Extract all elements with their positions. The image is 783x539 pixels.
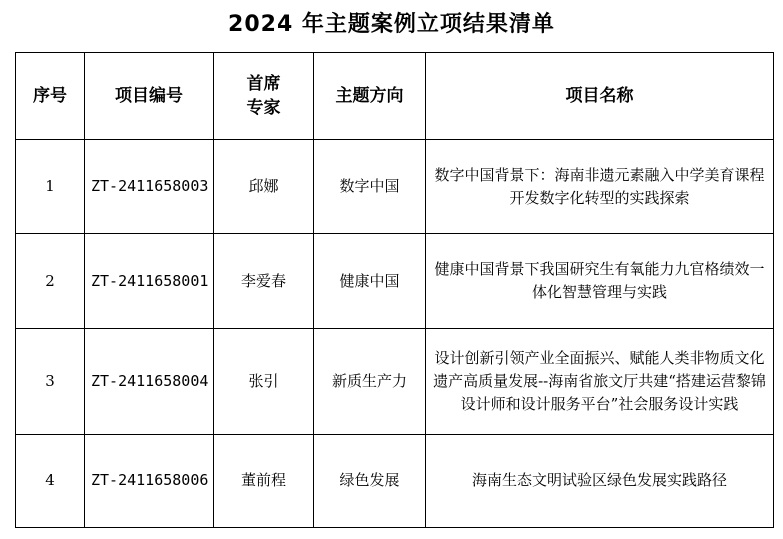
header-seq: 序号 (16, 53, 85, 140)
table-body (16, 140, 774, 528)
header-name: 项目名称 (426, 53, 774, 140)
row-project-name: 数字中国背景下：海南非遗元素融入中学美育课程开发数字化转型的实践探索 (426, 140, 774, 234)
row-direction: 绿色发展 (314, 434, 426, 527)
row-seq: 1 (16, 140, 85, 234)
header-direction: 主题方向 (314, 53, 426, 140)
row-project-name: 设计创新引领产业全面振兴、赋能人类非物质文化遗产高质量发展--海南省旅文厅共建“搭建运营黎锦设计师和设计服务平台”社会服务设计实践 (426, 329, 774, 434)
table-header (16, 53, 774, 140)
row-seq: 4 (16, 434, 85, 527)
row-code: ZT-2411658006 (85, 434, 214, 527)
row-code: ZT-2411658001 (85, 234, 214, 329)
table-row (16, 234, 774, 329)
table-row (16, 434, 774, 527)
row-seq: 2 (16, 234, 85, 329)
table-row (16, 329, 774, 434)
row-seq: 3 (16, 329, 85, 434)
row-expert: 董前程 (214, 434, 314, 527)
header-code: 项目编号 (85, 53, 214, 140)
row-direction: 新质生产力 (314, 329, 426, 434)
header-expert-line1: 首席 (246, 74, 281, 94)
row-expert: 张引 (214, 329, 314, 434)
table-row (16, 140, 774, 234)
project-results-table (15, 52, 774, 528)
row-expert: 邱娜 (214, 140, 314, 234)
header-expert-line2: 专家 (246, 98, 281, 118)
row-direction: 数字中国 (314, 140, 426, 234)
header-expert (214, 53, 314, 140)
row-expert: 李爱春 (214, 234, 314, 329)
document-title: 2024 年主题案例立项结果清单 (228, 12, 555, 37)
header-row (16, 53, 774, 140)
row-project-name: 健康中国背景下我国研究生有氧能力九官格绩效一体化智慧管理与实践 (426, 234, 774, 329)
row-direction: 健康中国 (314, 234, 426, 329)
row-code: ZT-2411658003 (85, 140, 214, 234)
row-project-name: 海南生态文明试验区绿色发展实践路径 (426, 434, 774, 527)
row-code: ZT-2411658004 (85, 329, 214, 434)
